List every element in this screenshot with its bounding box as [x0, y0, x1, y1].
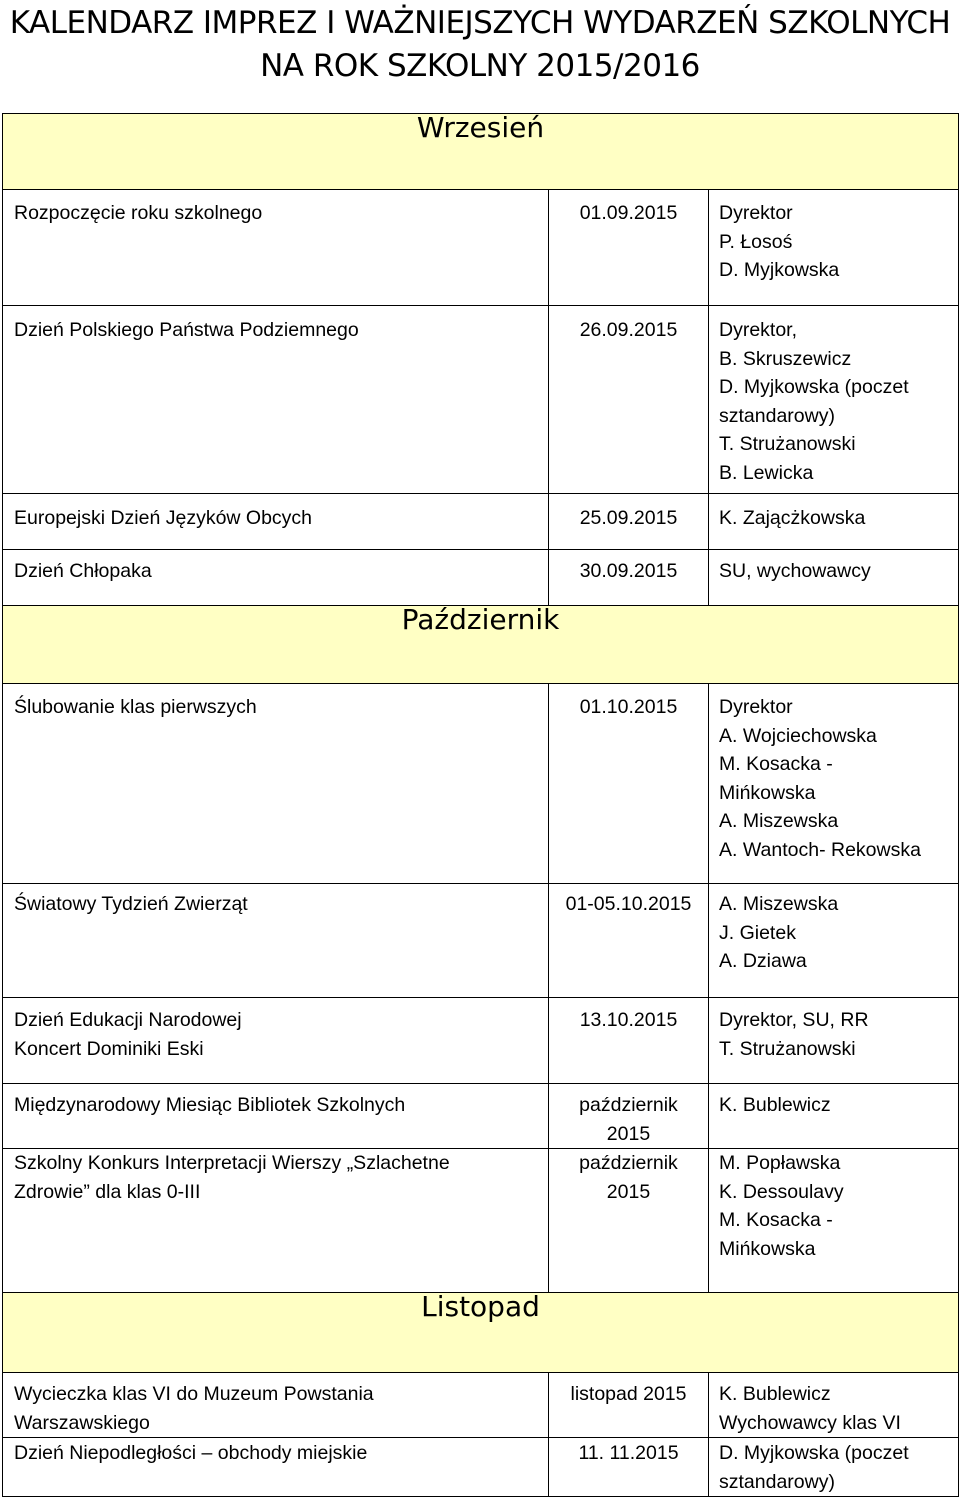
- event-responsible-line: T. Strużanowski: [719, 1037, 856, 1060]
- event-responsible-line: Mińkowska: [719, 781, 816, 804]
- event-row: [3, 684, 959, 884]
- calendar-table: [2, 113, 959, 1497]
- event-responsible-line: K. Bublewicz: [719, 1383, 831, 1405]
- event-row: [3, 1373, 959, 1438]
- event-responsible-line: SU, wychowawcy: [719, 560, 871, 582]
- event-date-line: 11. 11.2015: [578, 1442, 679, 1464]
- event-responsible: [709, 494, 959, 550]
- event-date-line: 01.10.2015: [579, 696, 678, 718]
- event-responsible-line: Dyrektor: [719, 202, 793, 224]
- event-responsible-line: D. Myjkowska: [719, 259, 840, 281]
- event-responsible-line: P. Łosoś: [719, 230, 793, 253]
- event-row: [3, 306, 959, 494]
- event-responsible-line: B. Skruszewicz: [719, 347, 852, 370]
- event-name-line: Rozpoczęcie roku szkolnego: [14, 202, 263, 224]
- event-date-line: październik: [579, 1152, 678, 1174]
- event-date-line: październik: [579, 1094, 678, 1116]
- event-name: [3, 306, 549, 494]
- event-name-line: Dzień Edukacji Narodowej: [14, 1009, 242, 1031]
- event-responsible-line: D. Myjkowska (poczet: [719, 376, 909, 398]
- event-row: [3, 550, 959, 606]
- event-name-line: Ślubowanie klas pierwszych: [14, 696, 257, 718]
- event-name: [3, 1373, 549, 1438]
- event-name-line: Europejski Dzień Języków Obcych: [14, 507, 313, 529]
- event-responsible: [709, 1149, 959, 1293]
- event-name-line: Światowy Tydzień Zwierząt: [14, 893, 248, 915]
- event-date: [549, 550, 709, 606]
- event-name-line: Dzień Polskiego Państwa Podziemnego: [14, 319, 359, 341]
- event-date: [549, 1373, 709, 1438]
- event-responsible-line: J. Gietek: [719, 921, 796, 944]
- event-responsible-line: A. Wojciechowska: [719, 724, 877, 747]
- page-title: [0, 2, 960, 88]
- month-header-row: [3, 114, 959, 190]
- event-name-line: Szkolny Konkurs Interpretacji Wierszy „Szlachetne: [14, 1152, 450, 1174]
- month-name: Listopad: [3, 1293, 959, 1373]
- event-date: [549, 494, 709, 550]
- event-date-line: 13.10.2015: [579, 1009, 678, 1031]
- event-responsible-line: D. Myjkowska (poczet: [719, 1442, 909, 1464]
- event-name-line: Dzień Niepodległości – obchody miejskie: [14, 1442, 368, 1464]
- event-date: [549, 1084, 709, 1149]
- month-name: Październik: [3, 606, 959, 684]
- event-date: [549, 684, 709, 884]
- event-responsible: [709, 190, 959, 306]
- event-name-line: Dzień Chłopaka: [14, 560, 152, 582]
- event-name-line: Międzynarodowy Miesiąc Bibliotek Szkolnych: [14, 1094, 406, 1116]
- event-responsible-line: K. Dessoulavy: [719, 1180, 844, 1203]
- event-responsible-line: M. Popławska: [719, 1152, 841, 1174]
- event-responsible-line: Dyrektor: [719, 696, 793, 718]
- event-date: [549, 1438, 709, 1497]
- event-responsible-line: K. Bublewicz: [719, 1094, 831, 1116]
- event-date: [549, 1149, 709, 1293]
- event-responsible-line: A. Dziawa: [719, 950, 807, 972]
- event-date: [549, 998, 709, 1084]
- event-row: [3, 494, 959, 550]
- event-name-line: Warszawskiego: [14, 1411, 150, 1434]
- event-row: [3, 1438, 959, 1497]
- event-responsible: [709, 998, 959, 1084]
- event-responsible-line: A. Miszewska: [719, 810, 839, 832]
- event-responsible-line: M. Kosacka -: [719, 1209, 833, 1231]
- event-name-line: Koncert Dominiki Eski: [14, 1037, 204, 1060]
- event-responsible-line: Dyrektor, SU, RR: [719, 1009, 869, 1031]
- event-responsible-line: Dyrektor,: [719, 319, 798, 341]
- event-responsible-line: Wychowawcy klas VI: [719, 1411, 901, 1434]
- event-name-line: Zdrowie” dla klas 0-III: [14, 1180, 201, 1203]
- event-responsible-line: sztandarowy): [719, 404, 835, 427]
- event-date-line: 01.09.2015: [579, 202, 678, 224]
- event-name: [3, 998, 549, 1084]
- event-row: [3, 998, 959, 1084]
- event-name: [3, 190, 549, 306]
- event-responsible: [709, 1084, 959, 1149]
- event-date: [549, 884, 709, 998]
- event-date-line: listopad 2015: [570, 1383, 687, 1405]
- event-responsible: [709, 684, 959, 884]
- event-responsible-line: K. Zającżkowska: [719, 507, 866, 529]
- event-responsible-line: A. Wantoch- Rekowska: [719, 838, 921, 861]
- month-header-row: [3, 606, 959, 684]
- month-name: Wrzesień: [3, 114, 959, 190]
- event-name: [3, 684, 549, 884]
- title-line-2: NA ROK SZKOLNY 2015/2016: [260, 48, 700, 84]
- event-responsible-line: sztandarowy): [719, 1470, 835, 1493]
- event-responsible-line: T. Strużanowski: [719, 433, 856, 455]
- event-date-line: 26.09.2015: [579, 319, 678, 341]
- event-row: [3, 1149, 959, 1293]
- event-name: [3, 494, 549, 550]
- event-name: [3, 1149, 549, 1293]
- event-name-line: Wycieczka klas VI do Muzeum Powstania: [14, 1383, 374, 1405]
- event-responsible: [709, 306, 959, 494]
- event-responsible: [709, 1438, 959, 1497]
- event-date-line: 01-05.10.2015: [565, 893, 692, 915]
- event-responsible-line: Mińkowska: [719, 1237, 816, 1260]
- event-date-line: 2015: [606, 1180, 651, 1203]
- event-responsible-line: M. Kosacka -: [719, 753, 833, 775]
- event-responsible: [709, 550, 959, 606]
- event-name: [3, 1438, 549, 1497]
- event-date: [549, 306, 709, 494]
- event-responsible-line: B. Lewicka: [719, 461, 814, 484]
- event-responsible-line: A. Miszewska: [719, 893, 839, 915]
- event-date-line: 30.09.2015: [579, 560, 678, 582]
- event-date: [549, 190, 709, 306]
- event-row: [3, 1084, 959, 1149]
- event-name: [3, 550, 549, 606]
- event-row: [3, 884, 959, 998]
- month-header-row: [3, 1293, 959, 1373]
- event-row: [3, 190, 959, 306]
- event-responsible: [709, 884, 959, 998]
- event-responsible: [709, 1373, 959, 1438]
- event-date-line: 25.09.2015: [579, 507, 678, 529]
- event-name: [3, 1084, 549, 1149]
- event-date-line: 2015: [606, 1122, 651, 1145]
- title-line-1: KALENDARZ IMPREZ I WAŻNIEJSZYCH WYDARZEŃ SZKOLNYCH: [9, 5, 951, 41]
- event-name: [3, 884, 549, 998]
